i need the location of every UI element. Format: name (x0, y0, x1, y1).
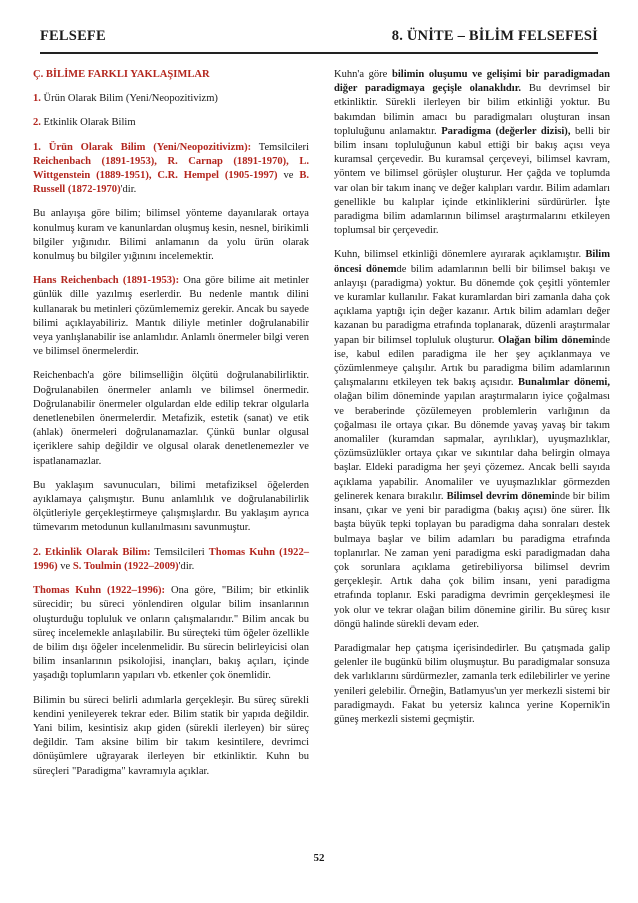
emphasis-paradigm-definition: Paradigma (değerler dizisi), (441, 125, 571, 137)
paragraph-conflict: Paradigmalar hep çatışma içerisindedirler. Bu çatışmada galip gelenler ile bugünkü bilim oluşmuştur. Bu paradigmalar sonsuza dek varlıklarını sürdürmezler, zamanla terk edilebilirler ve yerine yenileri gelebilir. Örneğin, Batlamyus'un yer merkezli sistemi bir paradigmaydı. Fakat bu yetersiz kalınca yerine Kopernik'in güneş merkezli sistemi geçmiştir. (334, 642, 610, 725)
paragraph-definition: Bu anlayışa göre bilim; bilimsel yönteme dayanılarak ortaya konulmuş kuram ve kanunlardan oluşmuş kesin, nesnel, birikimli bilgiler yığınıdır. Bilimi anlamanın da yolu ürün olarak konulmuş bu bilgiler yığınını incelemektir. (33, 208, 309, 263)
heading-kuhn: Thomas Kuhn (1922–1996): (33, 585, 166, 597)
subsection-number: 2. (33, 117, 41, 129)
right-column (334, 68, 610, 737)
subsection-item-1 (33, 92, 309, 106)
paragraph-product-science (33, 141, 309, 198)
text-run: Kuhn, bilimsel etkinliği dönemlere ayırarak açıklamıştır. (334, 249, 586, 261)
text-run: 'dir. (178, 560, 195, 572)
text-run: de bilim adamlarının belli bir bilimsel bakışı ve anlayışı (paradigma) yoktur. Bu dönemde çok çeşitli yöntemler ve kuramlar kullanılır. Fakat kuramlardan biri zamanla daha çok açıklama yaptığı için değer kazanır. Artık bilim adamları değer kazanan bu paradigma etrafında toplanarak, düzenli araştırmalar yapan bir bilimsel topluluk oluşturur. (334, 263, 610, 346)
paragraph-paradigm (334, 68, 610, 238)
emphasis-paradigm-shift: bilimin oluşumu ve gelişimi bir paradigmadan diğer paradigmaya geçişle olanaklıdır. (334, 69, 610, 95)
text-run: ve (277, 170, 300, 182)
text-run: nde bir bilim insanı, çıkar ve yeni bir paradigma (bakış açısı) öne sürer. İlk başta büyük tepki toplayan bu paradigma daha sonraları destek bulmaya başlar ve bilim adamları bu paradigma etrafında toplanırlar. Ne zaman yeni paradigma eski paradigmadan daha çok sorunlara açıklama getirebiliyorsa bilimsel devrim gerçekleşir. Artık daha çok bilim insanı, yeni paradigma etrafında toplanır. Eski paradigma devrimin gerçekleşmesi ile yok olur ve tekrar olağan bilim dönemine girilir. Bu süreç kısır döngü halinde sürekli devam eder. (334, 490, 610, 630)
representative-russell: B. Russell (1872-1970) (33, 170, 310, 196)
paragraph-kuhn (33, 584, 309, 683)
subsection-label: Ürün Olarak Bilim (Yeni/Neopozitivizm) (40, 93, 218, 105)
text-run: Ona göre bilime ait metinler günlük dille yazılmış eserlerdir. Bu nedenle mantık dilini kullanarak bu metinleri çözümlememiz gerekir. Ancak bu sayede bilimi açıklayabiliriz. Mantık diliyle metinler doğrulanabilir veya yanlışlanabilir ise anlamlıdır. Anlamlı önermeler bilgi veren ve bilimsel önermelerdir. (33, 275, 309, 358)
subsection-label: Etkinlik Olarak Bilim (40, 117, 136, 129)
text-run: belli bir bilim insanı topluluğunun kabul ettiği bir bakış açısı veya kuramsal çerçevedir. Bu kuramsal çerçeveyi, bilimsel kavram, yöntem ve bilimsel görüşler oluşturur. Her çağda ve toplumda var olan bir takım inanç ve değer kalıpları vardır. Bilim adamları genellikle bu kalıplar içinde etkinliklerini sürdürürler. İşte paradigma bilim adamlarının bilimsel araştırmalarını etkileyen toplumsal bir çerçevedir. (334, 125, 610, 237)
text-run: ve (57, 560, 73, 572)
heading-activity-science: 2. Etkinlik Olarak Bilim: (33, 546, 151, 558)
text-run: Kuhn'a göre (334, 69, 392, 80)
text-run: Temsilcileri (150, 546, 209, 558)
emphasis-crisis: Bunalımlar dönemi, (518, 377, 610, 389)
course-title: FELSEFE (40, 28, 106, 44)
paragraph-periods (334, 248, 610, 631)
representatives-list: Reichenbach (1891-1953), R. Carnap (1891-1970), L. Wittgenstein (1889-1951), C.R. Hempel (1905-1997) (33, 155, 309, 182)
text-run: Ona göre, "Bilim; bir etkinlik sürecidir; bu süreci yönlendiren olgular bilim insanlarının oluşturduğu topluluk ve onların çalışmalarıdır." Bilim ancak bu süreç incelemekle anlaşılabilir. Bu süreçteki tüm öğeler özellikle de bilim dışı öğeler incelenmelidir. Bu sürecin belirleyicisi olan bilim insanlarının psikolojisi, inançları, bakış açıları, içinde yaşadığı toplumların yapıları vb. etkenler çok önemlidir. (33, 585, 309, 682)
emphasis-normal-science: Olağan bilim dönemi (497, 334, 595, 346)
subsection-number: 1. (33, 93, 41, 105)
section-title: Ç. BİLİME FARKLI YAKLAŞIMLAR (33, 69, 210, 80)
emphasis-pre-science: Bilim öncesi dönem (334, 249, 610, 275)
emphasis-revolution: Bilimsel devrim dönemi (446, 490, 555, 502)
paragraph-activity-science (33, 546, 309, 574)
subsection-item-2 (33, 116, 309, 130)
page-header (40, 28, 598, 50)
paragraph-verifiability: Reichenbach'a göre bilimselliğin ölçütü doğrulanabilirliktir. Doğrulanabilen önermeler anlamlı ve bilimsel önermedir. Doğrulanabilir önermeler olgulardan elde edilip tekrar olgularla denetlenebilen önermelerdir. Metafizik, estetik (sanat) ve etik (ahlak) önermeleri doğrulanamazlar. Çünkü bunlar olgusal içeriklere sahip değildir ve olgusal olarak denetlenemezler ve ispatlanamazlar. (33, 370, 309, 467)
text-run: olağan bilim döneminde yapılan araştırmaların iyice çoğalması ve beraberinde çözülemeyen problemlerin varlığının da çoğalması ile ortaya çıkar. Bu dönemde yavaş yavaş bir takım anomaliler (kuramdan sapmalar, ayrılıklar), uyuşmazlıklar, çözümsüzlükler ortaya çıkar ve sıkıntılar daha belirgin olmaya başlar. Eldeki paradigma her şeyi çözemez. Ancak belli sayıda açıklama yapabilir. Anomaliler ve uyuşmazlıklar görmezden gelinerek kenara bırakılır. (334, 391, 610, 502)
text-run: Temsilcileri (251, 141, 309, 153)
header-rule (40, 52, 598, 54)
representative-kuhn: Thomas Kuhn (1922–1996) (33, 546, 309, 572)
representative-toulmin: S. Toulmin (1922–2009) (72, 560, 179, 572)
paragraph-approach: Bu yaklaşım savunucuları, bilimi metafiziksel öğelerden ayıklamaya çalışmıştır. Bunu anlamlılık ve doğrulanabilirlik ölçütleriyle gerçekleştirmeye çalışmışlardır. Bu yaklaşım ayrıca tümevarım metodunun kullanılmasını savunmuştur. (33, 479, 309, 534)
unit-title: 8. ÜNİTE – BİLİM FELSEFESİ (391, 28, 598, 44)
text-run: nde ise, kabul edilen paradigma ile her şey açıklanmaya ve çözümlenmeye çalışılır. Artık bu paradigma bilim adamlarının çalışmalarını etkileyen tek bakış açısıdır. (334, 334, 610, 389)
left-column (33, 68, 309, 789)
paragraph-reichenbach (33, 274, 309, 359)
paragraph-process: Bilimin bu süreci belirli adımlarla gerçekleşir. Bu süreç sürekli kendini yenileyerek tekrar eder. Bilim statik bir yapıda değildir. Yani bilim, kesintisiz akıp giden (sürekli ilerleyen) bir süreç değildir. Tam aksine bilim bir takım kesintilere, devrimci dönüşümlere uğrayarak ilerleyen bir etkinliktir. Kuhn bu süreçleri "Paradigma" kavramıyla açıklar. (33, 694, 309, 777)
text-run: 'dir. (120, 184, 137, 196)
text-run: Bu devrimsel bir etkinliktir. Sürekli ilerleyen bir bilim etkinliği yoktur. Bu bakımdan bilimin amacı bu paradigmaları oluşturan insan topluluğunu anlamaktır. (334, 83, 610, 137)
heading-reichenbach: Hans Reichenbach (1891-1953): (33, 275, 180, 287)
page-number: 52 (313, 852, 325, 864)
heading-product-science: 1. Ürün Olarak Bilim (Yeni/Neopozitivizm): (33, 141, 252, 153)
